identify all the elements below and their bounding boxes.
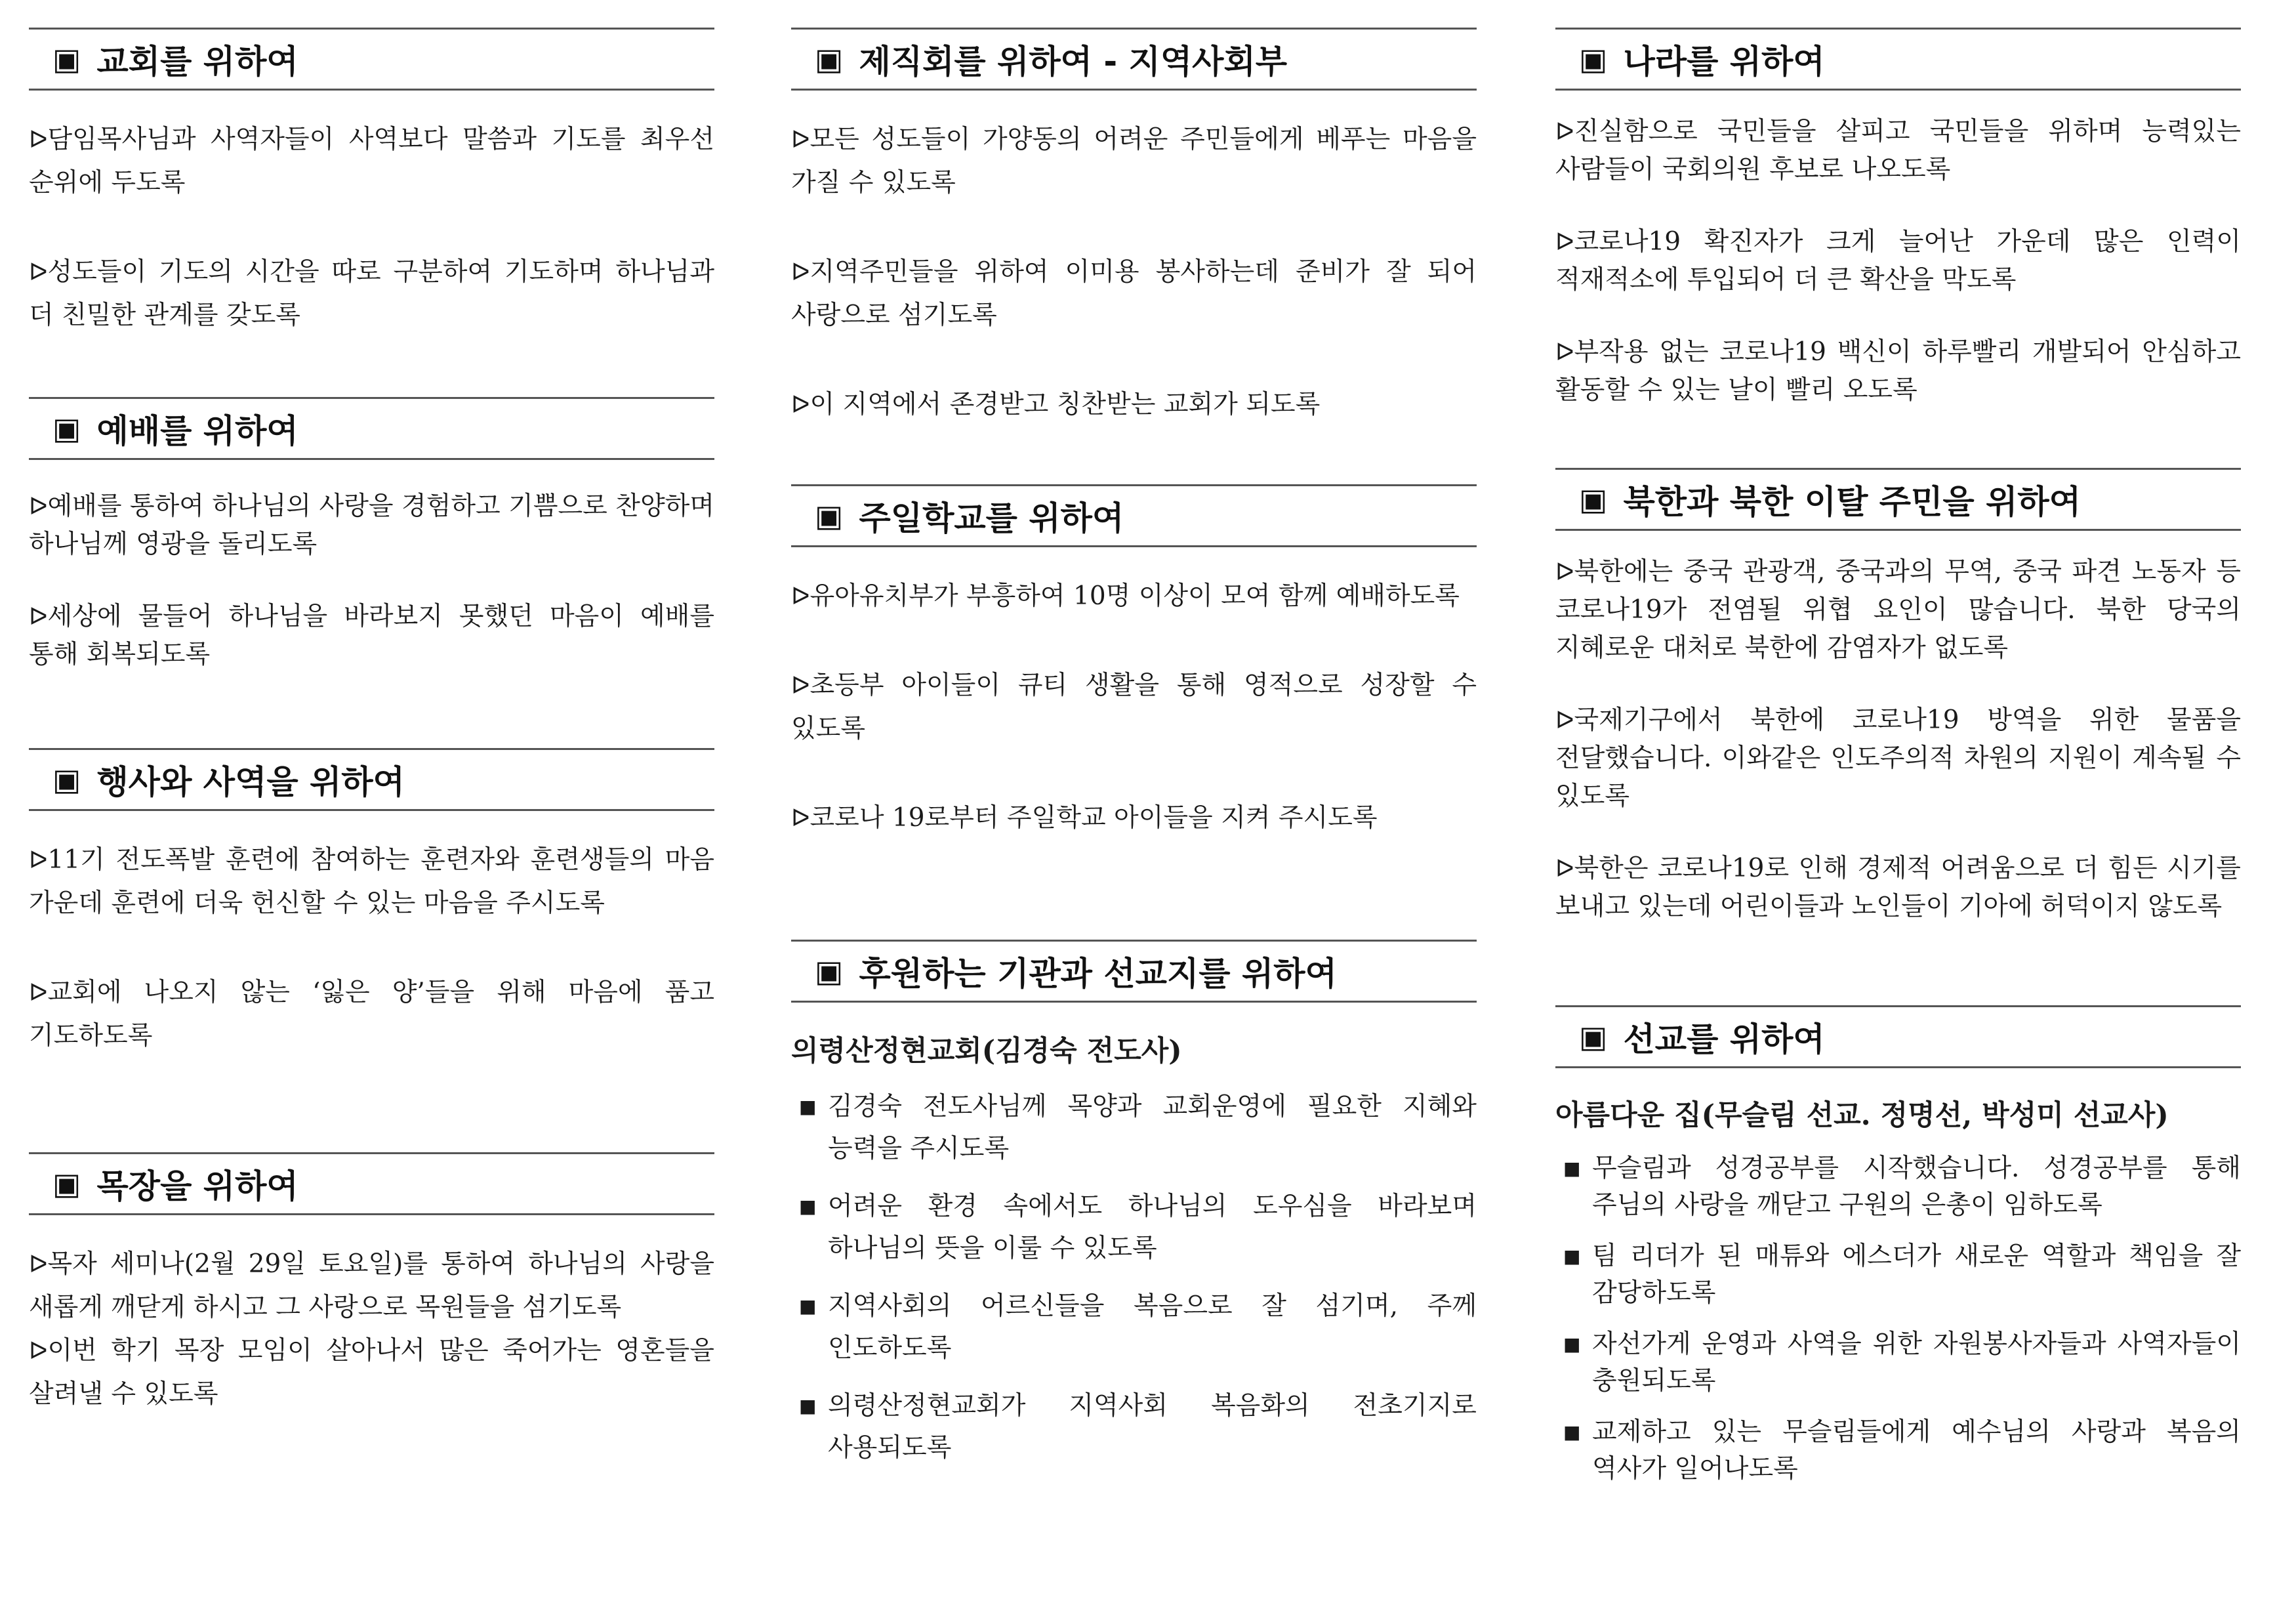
section-church — [29, 28, 714, 383]
square-icon: ▣ — [52, 41, 81, 77]
triangle-icon: ᐅ — [1555, 228, 1574, 256]
list-item: ■ 김경숙 전도사님께 목양과 교회운영에 필요한 지혜와 능력을 주시도록 — [791, 1086, 1477, 1170]
prayer-item: ᐅ초등부 아이들이 큐티 생활을 통해 영적으로 성장할 수 있도록 — [791, 671, 1477, 743]
square-icon: ▣ — [1579, 482, 1608, 517]
bullet-icon: ■ — [799, 1295, 817, 1317]
section-deacons — [791, 28, 1477, 472]
triangle-icon: ᐅ — [1555, 854, 1574, 883]
subheading: 의령산정현교회(김경숙 전도사) — [791, 1035, 1182, 1068]
triangle-icon: ᐅ — [1555, 706, 1574, 734]
square-icon: ▣ — [52, 411, 81, 446]
bullet-icon: ■ — [799, 1395, 817, 1417]
section-heading — [29, 28, 714, 91]
section-heading — [791, 940, 1477, 1003]
prayer-item: ᐅ성도들이 기도의 시간을 따로 구분하여 기도하며 하나님과 더 친밀한 관계를 갖도록 — [29, 257, 714, 330]
list-item: ■ 무슬림과 성경공부를 시작했습니다. 성경공부를 통해 주님의 사랑을 깨닫고 구원의 은총이 임하도록 — [1555, 1150, 2241, 1224]
bullet-icon: ■ — [1563, 1157, 1581, 1179]
bullet-icon: ■ — [1563, 1245, 1581, 1267]
list-item: ■ 팀 리더가 된 매튜와 에스더가 새로운 역할과 책임을 잘 감당하도록 — [1555, 1238, 2241, 1312]
section-sunday-school — [791, 484, 1477, 886]
section-title: 나라를 위하여 — [1623, 43, 1825, 81]
section-title: 제직회를 위하여 - 지역사회부 — [859, 43, 1288, 81]
bullet-icon: ■ — [799, 1096, 817, 1117]
prayer-item: ᐅ북한은 코로나19로 인해 경제적 어려움으로 더 힘든 시기를 보내고 있는데 어린이들과 노인들이 기아에 허덕이지 않도록 — [1555, 854, 2241, 921]
prayer-item: ᐅ모든 성도들이 가양동의 어려운 주민들에게 베푸는 마음을 가질 수 있도록 — [791, 125, 1477, 198]
prayer-item: ᐅ지역주민들을 위하여 이미용 봉사하는데 준비가 잘 되어 사랑으로 섬기도록 — [791, 257, 1477, 330]
prayer-item: ᐅ북한에는 중국 관광객, 중국과의 무역, 중국 파견 노동자 등 코로나19가 전염될 위협 요인이 많습니다. 북한 당국의 지혜로운 대처로 북한에 감염자가 없도록 — [1555, 557, 2241, 663]
triangle-icon: ᐅ — [791, 258, 810, 286]
triangle-icon: ᐅ — [29, 602, 48, 631]
bullet-icon: ■ — [799, 1196, 817, 1217]
section-events — [29, 748, 714, 1104]
bullet-icon: ■ — [1563, 1421, 1581, 1443]
triangle-icon: ᐅ — [29, 846, 48, 874]
prayer-item: ᐅ목자 세미나(2월 29일 토요일)를 통하여 하나님의 사랑을 새롭게 깨닫게 하시고 그 사랑으로 목원들을 섬기도록 — [29, 1249, 714, 1322]
prayer-item: ᐅ진실함으로 국민들을 살피고 국민들을 위하며 능력있는 사람들이 국회의원 후보로 나오도록 — [1555, 117, 2241, 184]
section-worship — [29, 397, 714, 708]
square-icon: ▣ — [52, 1166, 81, 1201]
section-title: 목장을 위하여 — [96, 1167, 298, 1205]
section-title: 후원하는 기관과 선교지를 위하여 — [859, 955, 1337, 993]
triangle-icon: ᐅ — [29, 1250, 48, 1278]
triangle-icon: ᐅ — [29, 492, 48, 520]
square-icon: ▣ — [1579, 41, 1608, 77]
section-title: 행사와 사역을 위하여 — [96, 763, 405, 801]
list-item: ■ 어려운 환경 속에서도 하나님의 도우심을 바라보며 하나님의 뜻을 이룰 수 있도록 — [791, 1186, 1477, 1270]
triangle-icon: ᐅ — [29, 125, 48, 154]
section-title: 선교를 위하여 — [1623, 1020, 1825, 1058]
section-nation — [1555, 28, 2241, 444]
triangle-icon: ᐅ — [29, 1337, 48, 1365]
section-heading — [29, 397, 714, 460]
prayer-item: ᐅ세상에 물들어 하나님을 바라보지 못했던 마음이 예배를 통해 회복되도록 — [29, 602, 714, 669]
triangle-icon: ᐅ — [791, 125, 810, 154]
list-item: ■ 의령산정현교회가 지역사회 복음화의 전초기지로 사용되도록 — [791, 1385, 1477, 1469]
section-pastoral — [29, 1152, 714, 1462]
prayer-item: ᐅ부작용 없는 코로나19 백신이 하루빨리 개발되어 안심하고 활동할 수 있는 날이 빨리 오도록 — [1555, 337, 2241, 405]
triangle-icon: ᐅ — [29, 258, 48, 286]
triangle-icon: ᐅ — [791, 671, 810, 699]
prayer-item: ᐅ이번 학기 목장 모임이 살아나서 많은 죽어가는 영혼들을 살려낼 수 있도록 — [29, 1336, 714, 1409]
section-heading — [1555, 28, 2241, 91]
prayer-item: ᐅ이 지역에서 존경받고 칭찬받는 교회가 되도록 — [791, 390, 1321, 419]
section-title: 예배를 위하여 — [96, 412, 298, 450]
square-icon: ▣ — [815, 41, 844, 77]
prayer-item: ᐅ예배를 통하여 하나님의 사랑을 경험하고 기쁨으로 찬양하며 하나님께 영광을 돌리도록 — [29, 491, 714, 559]
square-icon: ▣ — [815, 953, 844, 989]
section-heading — [29, 748, 714, 811]
prayer-item: ᐅ코로나19 확진자가 크게 늘어난 가운데 많은 인력이 적재적소에 투입되어 더 큰 확산을 막도록 — [1555, 227, 2241, 295]
section-missions-support — [791, 940, 1477, 1485]
section-north-korea — [1555, 468, 2241, 960]
bullet-icon: ■ — [1563, 1333, 1581, 1355]
triangle-icon: ᐅ — [29, 978, 48, 1007]
subheading: 아름다운 집(무슬림 선교. 정명선, 박성미 선교사) — [1555, 1099, 2169, 1132]
square-icon: ▣ — [1579, 1019, 1608, 1054]
triangle-icon: ᐅ — [791, 804, 810, 832]
list-item: ■ 지역사회의 어르신들을 복음으로 잘 섬기며, 주께 인도하도록 — [791, 1285, 1477, 1369]
square-icon: ▣ — [52, 762, 81, 797]
triangle-icon: ᐅ — [1555, 338, 1574, 366]
triangle-icon: ᐅ — [1555, 117, 1574, 146]
section-missions — [1555, 1005, 2241, 1502]
section-title: 북한과 북한 이탈 주민을 위하여 — [1623, 483, 2081, 521]
prayer-item: ᐅ담임목사님과 사역자들이 사역보다 말씀과 기도를 최우선 순위에 두도록 — [29, 125, 714, 198]
section-heading — [791, 28, 1477, 91]
square-icon: ▣ — [815, 498, 844, 533]
prayer-item: ᐅ유아유치부가 부흥하여 10명 이상이 모여 함께 예배하도록 — [791, 581, 1460, 611]
triangle-icon: ᐅ — [791, 390, 810, 419]
triangle-icon: ᐅ — [791, 582, 810, 610]
list-item: ■ 교제하고 있는 무슬림들에게 예수님의 사랑과 복음의 역사가 일어나도록 — [1555, 1414, 2241, 1488]
section-heading — [1555, 468, 2241, 531]
section-heading — [1555, 1005, 2241, 1068]
prayer-item: ᐅ교회에 나오지 않는 ‘잃은 양’들을 위해 마음에 품고 기도하도록 — [29, 978, 714, 1051]
section-title: 교회를 위하여 — [96, 43, 298, 81]
prayer-item: ᐅ국제기구에서 북한에 코로나19 방역을 위한 물품을 전달했습니다. 이와같은 인도주의적 차원의 지원이 계속될 수 있도록 — [1555, 705, 2241, 811]
section-heading — [791, 484, 1477, 547]
section-title: 주일학교를 위하여 — [859, 499, 1124, 537]
section-heading — [29, 1152, 714, 1215]
triangle-icon: ᐅ — [1555, 558, 1574, 586]
list-item: ■ 자선가게 운영과 사역을 위한 자원봉사자들과 사역자들이 충원되도록 — [1555, 1326, 2241, 1400]
prayer-item: ᐅ코로나 19로부터 주일학교 아이들을 지켜 주시도록 — [791, 803, 1378, 833]
prayer-item: ᐅ11기 전도폭발 훈련에 참여하는 훈련자와 훈련생들의 마음 가운데 훈련에 더욱 헌신할 수 있는 마음을 주시도록 — [29, 845, 714, 918]
